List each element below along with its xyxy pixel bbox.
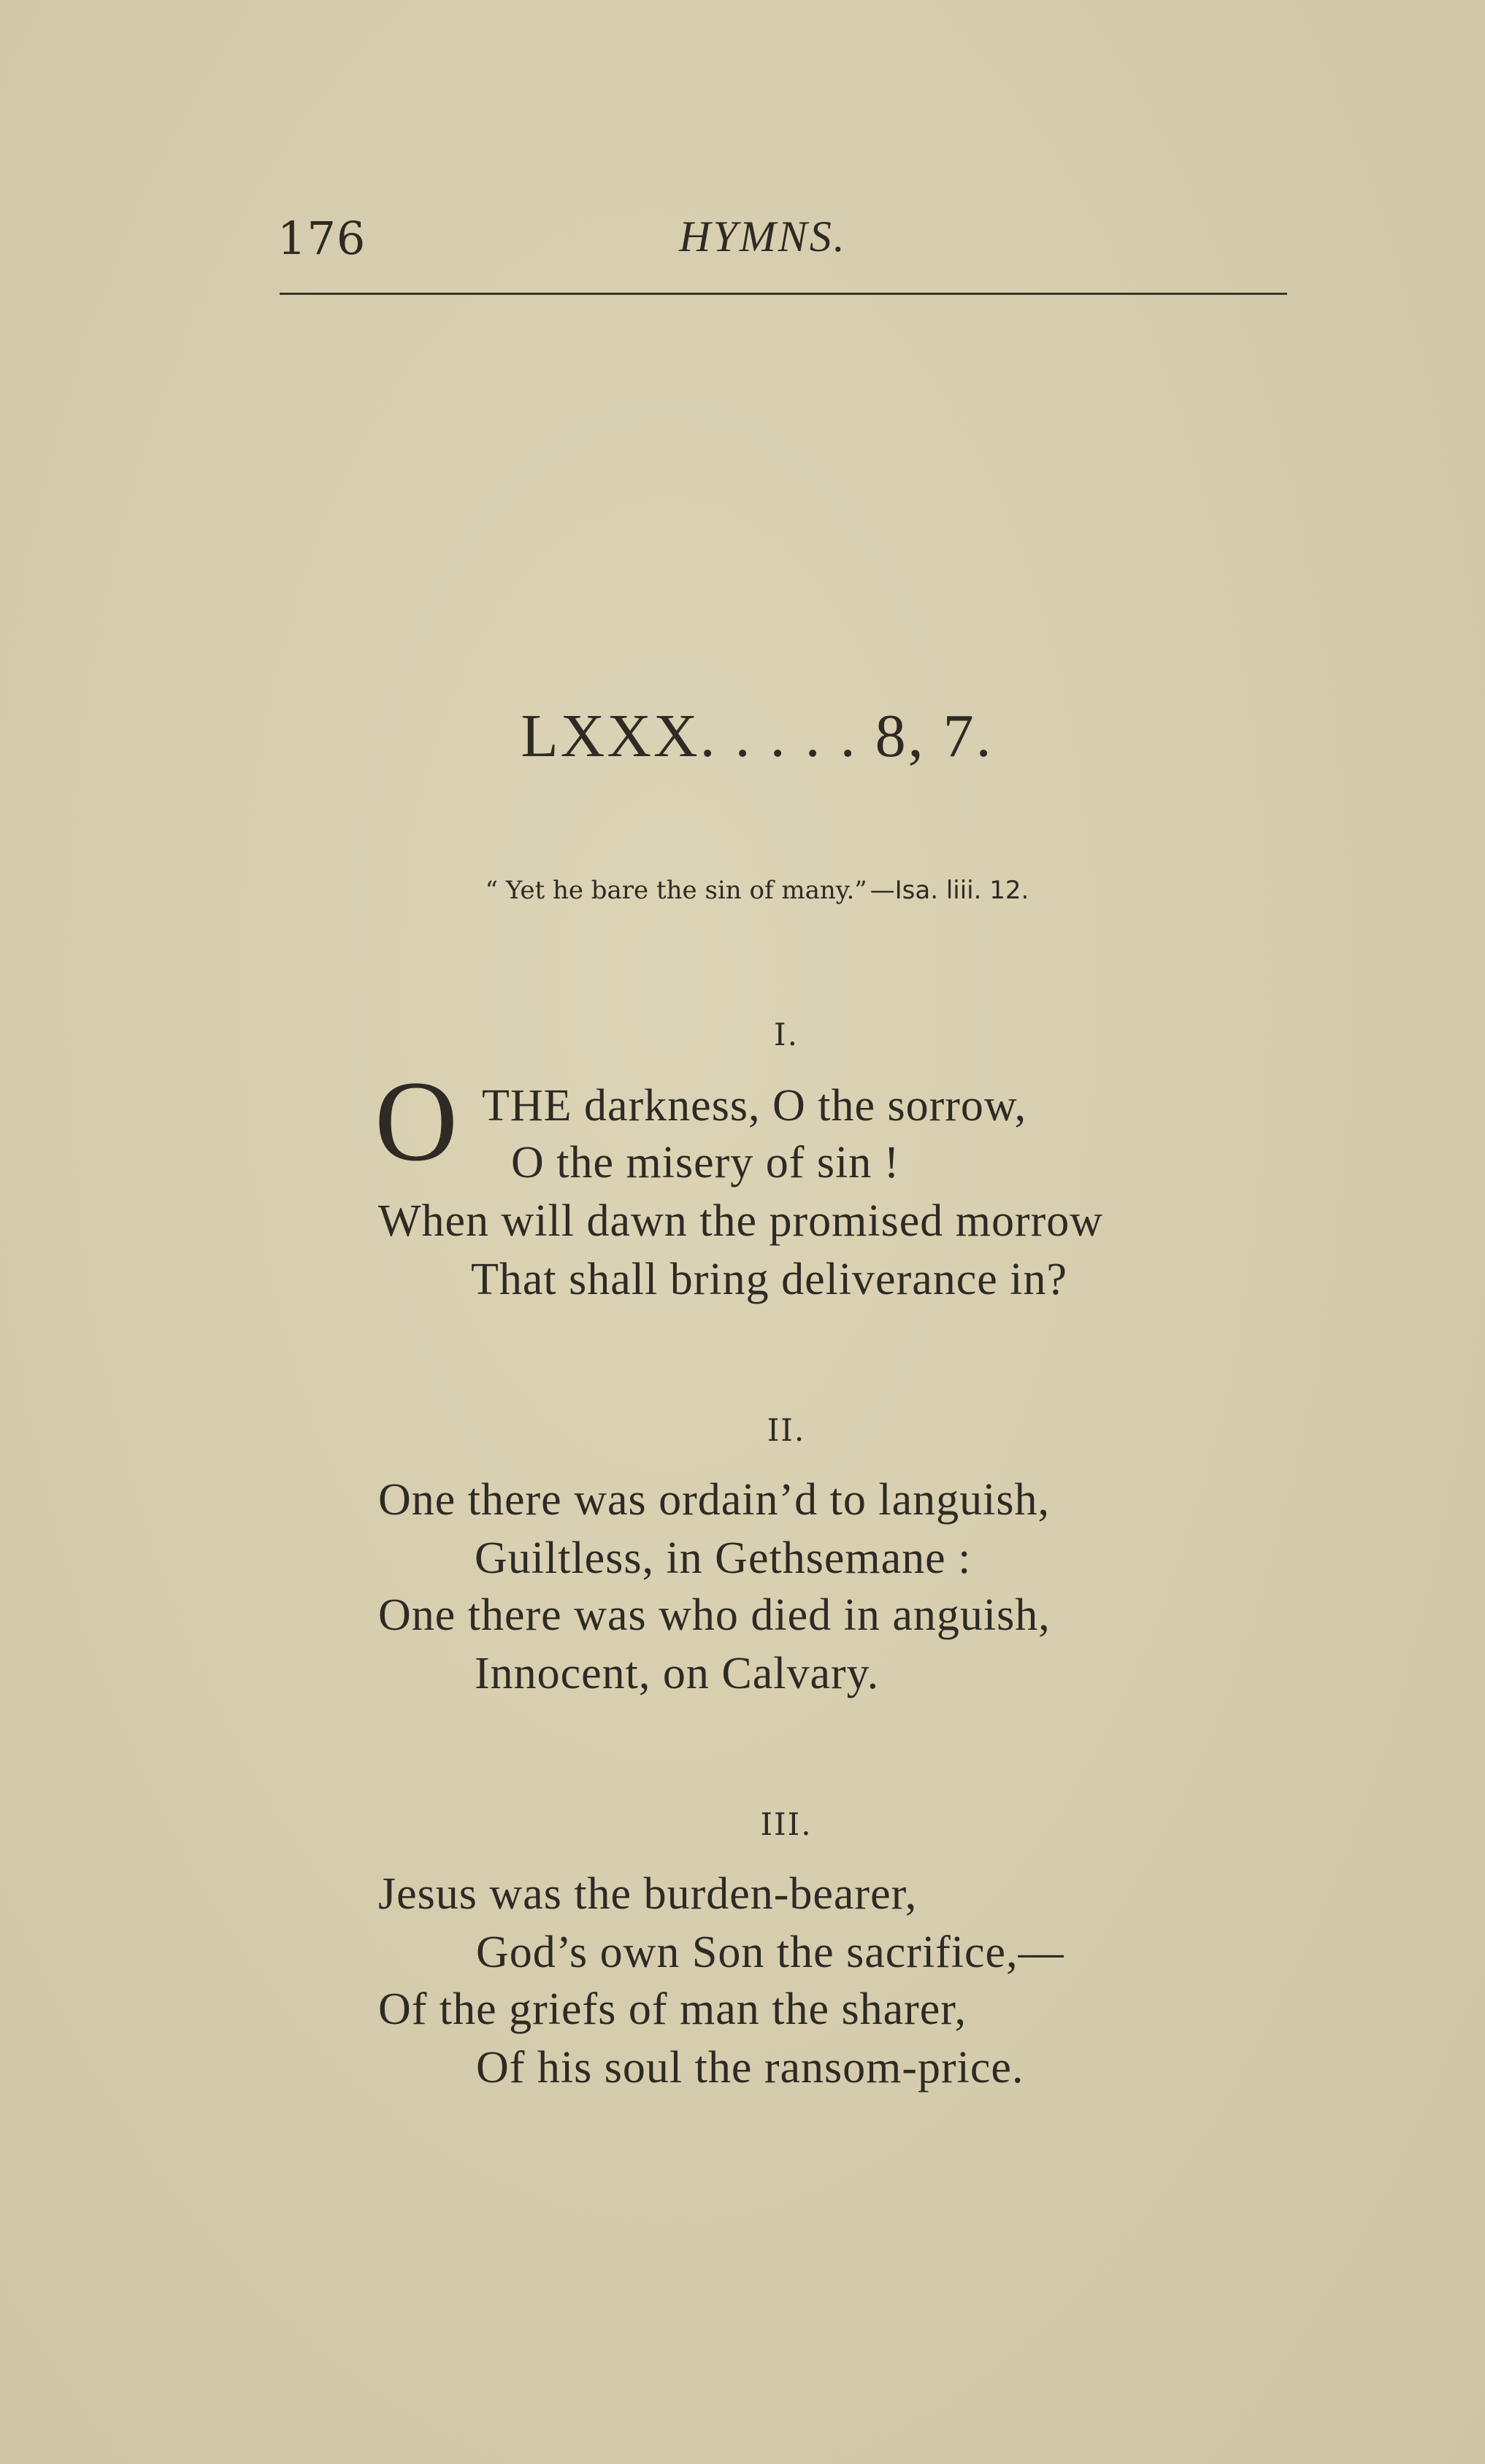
epigraph-quote: “ Yet he bare the sin of many.”: [485, 876, 867, 905]
stanza-3-line-2: God’s own Son the sacrifice,—: [476, 1928, 1064, 1977]
header-rule: [280, 293, 1287, 295]
drop-cap: O: [375, 1058, 458, 1185]
stanza-1-line-3: When will dawn the promised morrow: [378, 1196, 1104, 1246]
stanza-2-line-1: One there was ordain’d to languish,: [378, 1475, 1050, 1525]
stanza-1-line-4: That shall bring deliverance in?: [471, 1255, 1068, 1304]
stanza-3-line-3: Of the griefs of man the sharer,: [378, 1984, 967, 2034]
stanza-numeral-2: II.: [767, 1412, 806, 1448]
stanza-1-line-1: THE darkness, O the sorrow,: [482, 1081, 1027, 1131]
running-title: HYMNS.: [679, 212, 847, 261]
stanza-3-line-1: Jesus was the burden-bearer,: [378, 1869, 918, 1919]
stanza-numeral-3: III.: [760, 1806, 813, 1842]
page-number: 176: [277, 212, 367, 265]
stanza-numeral-1: I.: [774, 1017, 799, 1052]
epigraph-reference: —Isa. liii. 12.: [870, 876, 1029, 905]
stanza-3-line-4: Of his soul the ransom-price.: [476, 2043, 1024, 2093]
stanza-2-line-4: Innocent, on Calvary.: [475, 1649, 880, 1698]
stanza-2-line-2: Guiltless, in Gethsemane :: [475, 1533, 972, 1583]
stanza-1-line-2: O the misery of sin !: [511, 1138, 900, 1187]
stanza-2-line-3: One there was who died in anguish,: [378, 1590, 1051, 1640]
hymn-number-and-meter: LXXX. . . . . 8, 7.: [521, 702, 994, 770]
epigraph: [0, 874, 1485, 906]
